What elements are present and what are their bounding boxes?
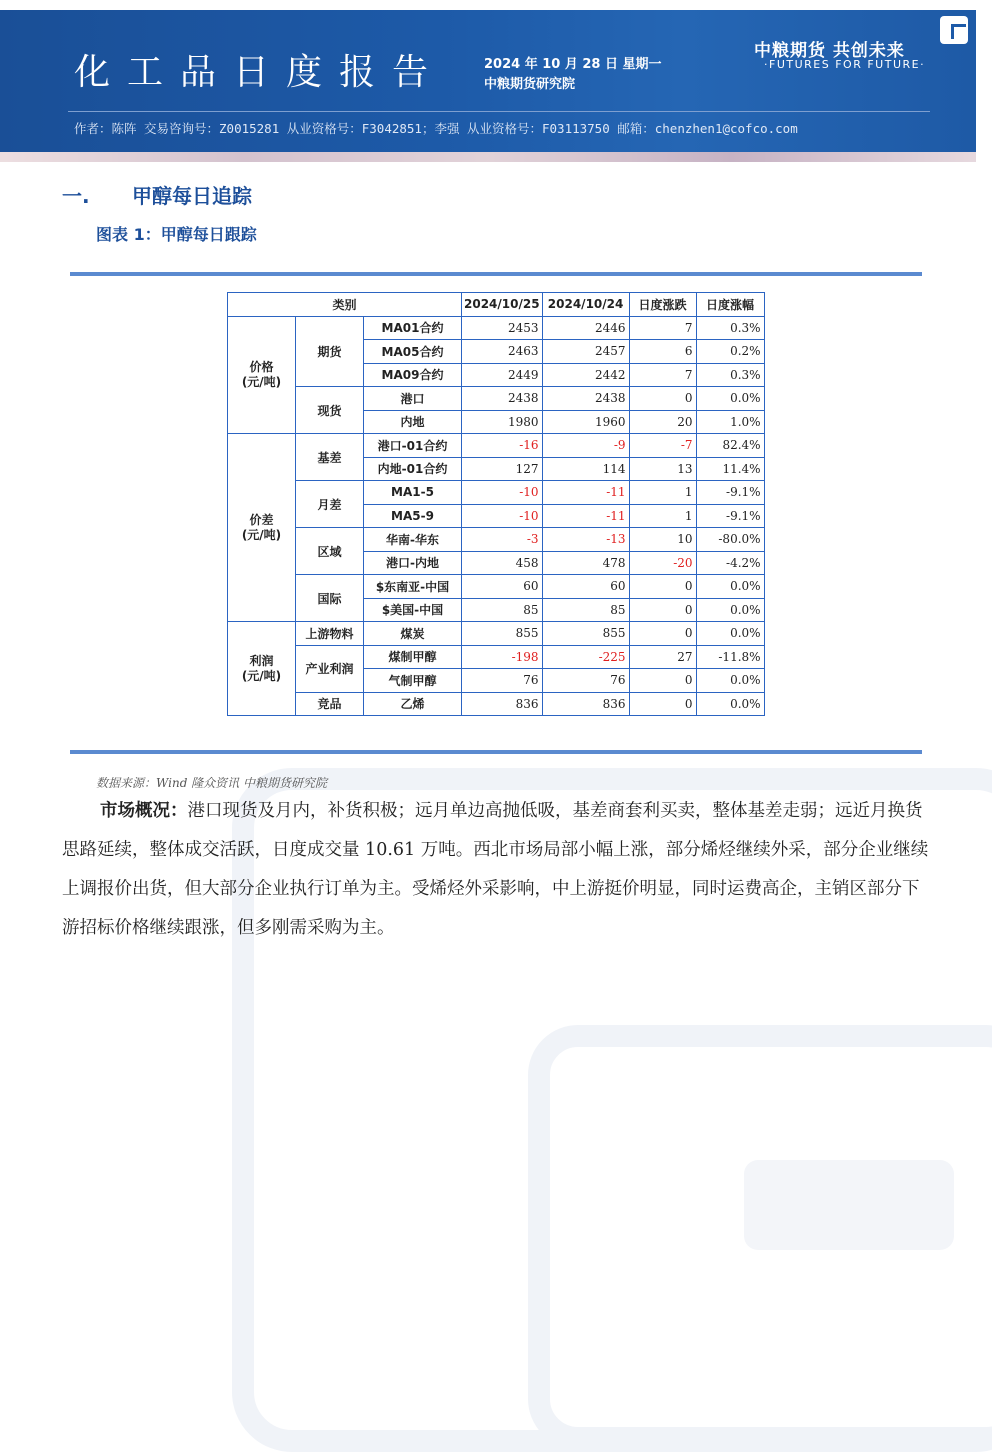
report-institute: 中粮期货研究院: [484, 77, 576, 92]
table-top-rule: [70, 272, 922, 276]
section-title: 甲醇每日追踪: [132, 184, 252, 208]
value-cell: 2446: [542, 316, 629, 340]
value-cell: 836: [542, 692, 629, 716]
value-cell: 11.4%: [696, 457, 764, 481]
header-banner-strip: [0, 152, 976, 162]
value-cell: 2457: [542, 340, 629, 364]
table-row: [228, 575, 765, 599]
value-cell: 0: [629, 575, 696, 599]
subgroup-label: 区域: [296, 528, 364, 575]
value-cell: 0.0%: [696, 575, 764, 599]
value-cell: 855: [542, 622, 629, 646]
value-cell: 478: [542, 551, 629, 575]
value-cell: 85: [542, 598, 629, 622]
subgroup-label: 上游物料: [296, 622, 364, 646]
value-cell: -225: [542, 645, 629, 669]
value-cell: 0: [629, 669, 696, 693]
header-cell: 日度涨跌: [629, 293, 696, 317]
value-cell: -11: [542, 481, 629, 505]
value-cell: 1: [629, 504, 696, 528]
value-cell: -9.1%: [696, 481, 764, 505]
value-cell: 6: [629, 340, 696, 364]
table-row: [228, 434, 765, 458]
report-title: 化工品日度报告: [74, 52, 446, 93]
value-cell: 2438: [542, 387, 629, 411]
value-cell: 2463: [462, 340, 543, 364]
value-cell: 82.4%: [696, 434, 764, 458]
row-item: 港口-内地: [364, 551, 462, 575]
value-cell: 20: [629, 410, 696, 434]
header-category: 类别: [228, 293, 462, 317]
value-cell: 0: [629, 387, 696, 411]
value-cell: 0.3%: [696, 316, 764, 340]
table-header-row: [228, 293, 765, 317]
value-cell: 0.0%: [696, 692, 764, 716]
methanol-tracking-table: [227, 292, 765, 716]
table-row: [228, 316, 765, 340]
value-cell: 27: [629, 645, 696, 669]
subgroup-label: 现货: [296, 387, 364, 434]
row-item: MA5-9: [364, 504, 462, 528]
figure-title: 图表 1：甲醇每日跟踪: [96, 225, 257, 244]
subgroup-label: 期货: [296, 316, 364, 387]
value-cell: 2449: [462, 363, 543, 387]
table-row: [228, 692, 765, 716]
row-item: 气制甲醇: [364, 669, 462, 693]
value-cell: -11: [542, 504, 629, 528]
value-cell: 2442: [542, 363, 629, 387]
subgroup-label: 国际: [296, 575, 364, 622]
subgroup-label: 基差: [296, 434, 364, 481]
value-cell: 458: [462, 551, 543, 575]
header-cell: 2024/10/24: [542, 293, 629, 317]
row-item: 煤炭: [364, 622, 462, 646]
value-cell: -4.2%: [696, 551, 764, 575]
value-cell: 7: [629, 316, 696, 340]
logo-mark: [951, 24, 966, 39]
group-label: 利润 (元/吨): [228, 622, 296, 716]
value-cell: 836: [462, 692, 543, 716]
group-label: 价差 (元/吨): [228, 434, 296, 622]
paragraph-text: 港口现货及月内，补货积极；远月单边高抛低吸，基差商套利买卖，整体基差走弱；远近月换货思路延续，整体成交活跃，日度成交量 10.61 万吨。西北市场局部小幅上涨，部分烯烃继续外采，部分企业继续上调报价出货，但大部分企业执行订单为主。受烯烃外采影响，中上游挺价明显，同时运费高企，主销区部分下游招标价格继续跟涨，但多刚需采购为主。: [62, 801, 929, 938]
value-cell: -10: [462, 481, 543, 505]
value-cell: -80.0%: [696, 528, 764, 552]
value-cell: 0.0%: [696, 669, 764, 693]
value-cell: 1: [629, 481, 696, 505]
value-cell: -16: [462, 434, 543, 458]
value-cell: 114: [542, 457, 629, 481]
row-item: 华南-华东: [364, 528, 462, 552]
value-cell: 2453: [462, 316, 543, 340]
report-date: 2024 年 10 月 28 日 星期一: [484, 57, 662, 72]
header-divider: [68, 111, 930, 112]
row-item: 内地-01合约: [364, 457, 462, 481]
value-cell: 0.0%: [696, 598, 764, 622]
row-item: $东南亚-中国: [364, 575, 462, 599]
value-cell: -9.1%: [696, 504, 764, 528]
data-source-note: 数据来源：Wind 隆众资讯 中粮期货研究院: [96, 776, 328, 790]
value-cell: -11.8%: [696, 645, 764, 669]
watermark-shape: [744, 1160, 954, 1250]
value-cell: 76: [462, 669, 543, 693]
value-cell: 60: [462, 575, 543, 599]
value-cell: -20: [629, 551, 696, 575]
value-cell: -10: [462, 504, 543, 528]
row-item: 港口: [364, 387, 462, 411]
header-cell: 2024/10/25: [462, 293, 543, 317]
row-item: MA1-5: [364, 481, 462, 505]
value-cell: 0.0%: [696, 622, 764, 646]
subgroup-label: 产业利润: [296, 645, 364, 692]
row-item: $美国-中国: [364, 598, 462, 622]
section-heading: [62, 180, 252, 209]
value-cell: -7: [629, 434, 696, 458]
value-cell: 0.2%: [696, 340, 764, 364]
value-cell: 13: [629, 457, 696, 481]
value-cell: 0: [629, 622, 696, 646]
table-bottom-rule: [70, 750, 922, 754]
value-cell: 76: [542, 669, 629, 693]
value-cell: 2438: [462, 387, 543, 411]
row-item: MA09合约: [364, 363, 462, 387]
value-cell: -198: [462, 645, 543, 669]
row-item: 内地: [364, 410, 462, 434]
value-cell: -3: [462, 528, 543, 552]
author-line: 作者：陈阵 交易咨询号：Z0015281 从业资格号：F3042851；李强 从业资格号：F03113750 邮箱：chenzhen1@cofco.com: [74, 121, 798, 136]
value-cell: 0.3%: [696, 363, 764, 387]
row-item: 煤制甲醇: [364, 645, 462, 669]
table-row: [228, 481, 765, 505]
brand-slogan: 中粮期货 共创未来: [754, 41, 905, 61]
group-label: 价格 (元/吨): [228, 316, 296, 434]
market-overview-paragraph: [62, 792, 934, 948]
section-number: 一.: [62, 184, 90, 208]
value-cell: 1960: [542, 410, 629, 434]
value-cell: 127: [462, 457, 543, 481]
value-cell: 0: [629, 598, 696, 622]
value-cell: 7: [629, 363, 696, 387]
subgroup-label: 月差: [296, 481, 364, 528]
value-cell: -9: [542, 434, 629, 458]
paragraph-lead: 市场概况：: [100, 801, 188, 821]
table-row: [228, 645, 765, 669]
value-cell: 60: [542, 575, 629, 599]
subgroup-label: 竞品: [296, 692, 364, 716]
value-cell: 10: [629, 528, 696, 552]
row-item: 港口-01合约: [364, 434, 462, 458]
value-cell: 855: [462, 622, 543, 646]
table-row: [228, 528, 765, 552]
value-cell: 0.0%: [696, 387, 764, 411]
table-row: [228, 622, 765, 646]
value-cell: 1980: [462, 410, 543, 434]
row-item: MA05合约: [364, 340, 462, 364]
value-cell: 85: [462, 598, 543, 622]
row-item: 乙烯: [364, 692, 462, 716]
table-row: [228, 387, 765, 411]
value-cell: -13: [542, 528, 629, 552]
row-item: MA01合约: [364, 316, 462, 340]
brand-tagline: ·FUTURES FOR FUTURE·: [764, 58, 926, 71]
value-cell: 0: [629, 692, 696, 716]
value-cell: 1.0%: [696, 410, 764, 434]
header-cell: 日度涨幅: [696, 293, 764, 317]
